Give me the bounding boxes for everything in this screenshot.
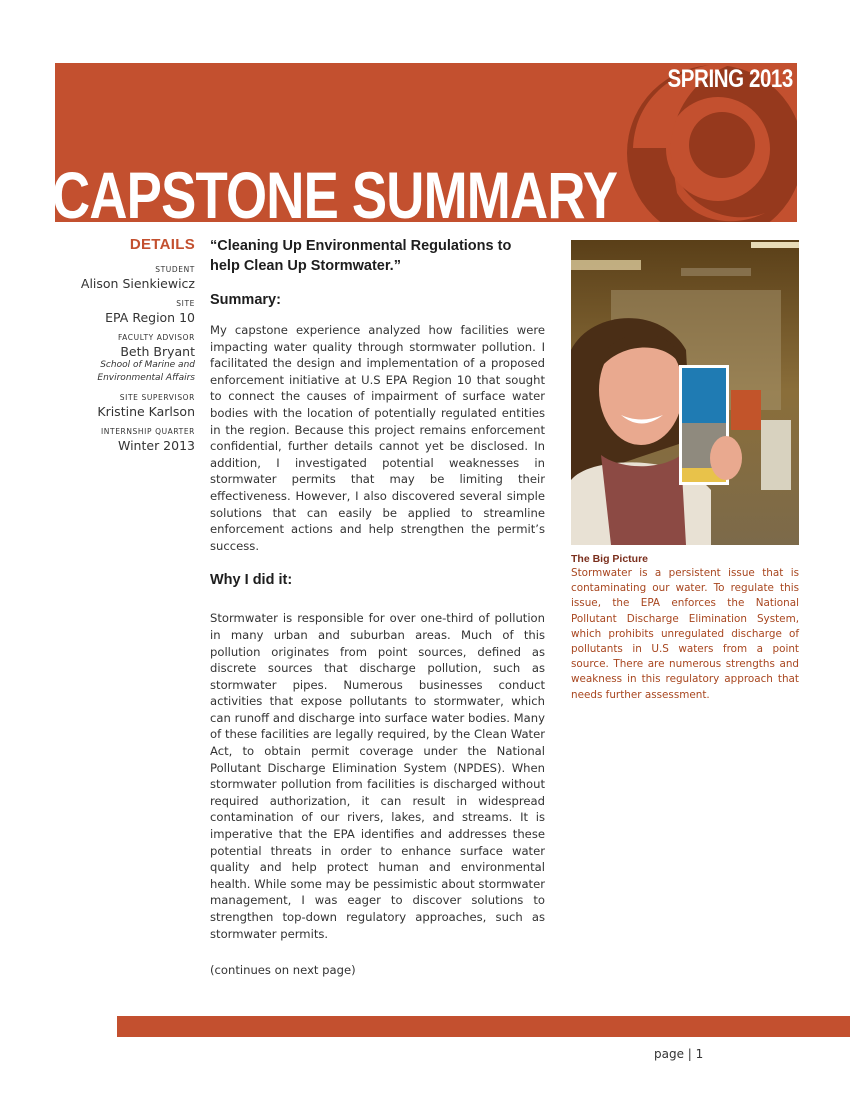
detail-label: INTERNSHIP QUARTER [100,427,195,436]
season-label: SPRING 2013 [667,65,793,93]
sidebar-body: Stormwater is a persistent issue that is contaminating our water. To regulate this issue, the EPA enforces the National Pollutant Discharge Elimination System, which prohibits unregulated discharge of pollutants in U.S waters from a point source. There are numerous strengths and weakness in this regulatory approach that needs further assessment. [571,567,799,701]
detail-label: SITE SUPERVISOR [119,393,195,402]
detail-site-supervisor [60,393,195,419]
details-heading: DETAILS [129,236,195,253]
detail-label: STUDENT [155,265,195,274]
photo-illustration [571,240,799,545]
detail-internship-quarter [60,427,195,453]
project-title: “Cleaning Up Environmental Regulations to help Clean Up Stormwater.” [210,238,512,274]
detail-label: FACULTY ADVISOR [117,333,195,342]
footer-bar [117,1016,850,1037]
continues-note: (continues on next page) [210,963,356,977]
detail-value: Alison Sienkiewicz [80,276,195,291]
page-number: page | 1 [654,1047,704,1061]
detail-subtext: School of Marine and Environmental Affairs [97,360,195,383]
detail-faculty-advisor [60,333,195,385]
big-picture-sidebar [571,553,799,703]
section-heading-why: Why I did it: [210,572,293,589]
page-title: CAPSTONE SUMMARY [52,158,618,232]
section-heading-summary: Summary: [210,292,281,308]
student-photo [571,240,799,545]
detail-value: Beth Bryant [120,344,195,359]
detail-site [60,299,195,325]
detail-value: Kristine Karlson [97,404,195,419]
detail-student [60,265,195,291]
section-body-summary: My capstone experience analyzed how facilities were impacting water quality through stormwater pollution. I facilitated the design and implementation of a proposed enforcement initiative at U.S EPA Region 10 that sought to connect the causes of impairment of surface water bodies with the location of potentially regulated entities in the region. Because this project remains enforcement confidential, further details cannot yet be disclosed. In addition, I investigated potential weaknesses in stormwater permits that may be limiting their effectiveness. However, I also discovered several simple solutions that can easily be applied to streamline enforcement actions and help strengthen the permit’s success. [210,323,545,553]
detail-label: SITE [176,299,195,308]
detail-value: Winter 2013 [118,438,195,453]
details-panel [60,236,195,453]
sidebar-heading: The Big Picture [571,553,649,565]
section-body-why: Stormwater is responsible for over one-third of pollution in many urban and suburban areas. Much of this pollution originates from point sources, defined as discrete sources that discharge pollution, such as stormwater pipes. Numerous businesses conduct activities that expose pollutants to stormwater, which can runoff and discharge into surface water bodies. Many of these facilities are legally required, by the Clean Water Act, to obtain permit coverage under the National Pollutant Discharge Elimination System (NPDES). When stormwater pollution from facilities is discharged without required authorization, it can result in widespread contamination of our rivers, lakes, and streams. It is imperative that the EPA identifies and addresses these potential threats in order to enhance surface water quality and help protect human and environmental health. While some may be pessimistic about stormwater management, I was eager to discover solutions to strengthen top-down regulatory approaches, such as stormwater permits. [210,611,545,941]
main-content [210,236,545,942]
detail-value: EPA Region 10 [105,310,195,325]
